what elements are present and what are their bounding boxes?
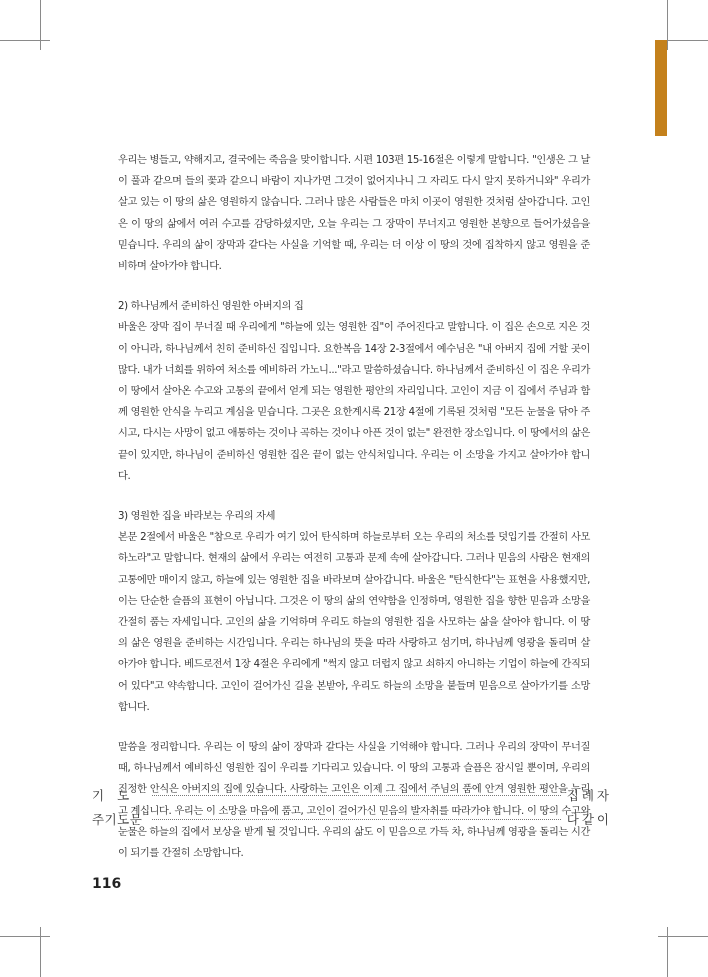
sermon-body (118, 150, 590, 864)
crop-mark-bottom-right-v (667, 927, 668, 977)
section-heading-3: 3) 영원한 집을 바라보는 우리의 자세 (118, 511, 276, 523)
dot-leader (152, 819, 561, 820)
prayer-label: 기도 (92, 788, 143, 803)
lords-prayer-label: 주기도문 (92, 812, 143, 827)
lords-prayer-leader: 다같이 (566, 812, 612, 827)
prayer-row (92, 783, 612, 807)
crop-mark-top-right-v (667, 0, 668, 50)
crop-mark-top-left-v (40, 0, 41, 50)
order-of-service (92, 783, 612, 831)
crop-mark-top-left-h (0, 40, 50, 41)
crop-mark-bottom-right-h (658, 936, 708, 937)
prayer-leader: 집례자 (566, 788, 612, 803)
paragraph-1: 우리는 병들고, 약해지고, 결국에는 죽음을 맞이합니다. 시편 103편 15-16절은 이렇게 말합니다. "인생은 그 날이 풀과 같으며 들의 꽃과 같으니 바람이 지나가면 그것이 없어지나니 그 자리도 다시 알지 못하거니와" 우리가 살고 있는 이 땅의 삶은 영원하지 않습니다. 그러나 많은 사람들은 마치 이곳이 영원한 것처럼 살아갑니다. 고인은 이 땅의 삶에서 여러 수고를 감당하셨지만, 오늘 우리는 그 장막이 무너지고 영원한 본향으로 들어가셨음을 믿습니다. 우리의 삶이 장막과 같다는 사실을 기억할 때, 우리는 더 이상 이 땅의 것에 집착하지 않고 영원을 준비하며 살아가야 합니다. (118, 155, 590, 273)
lords-prayer-row (92, 807, 612, 831)
crop-mark-bottom-left-h (0, 936, 50, 937)
page-number: 116 (92, 876, 122, 892)
paragraph-2: 바울은 장막 집이 무너질 때 우리에게 "하늘에 있는 영원한 집"이 주어진다고 말합니다. 이 집은 손으로 지은 것이 아니라, 하나님께서 친히 준비하신 집입니다. 요한복음 14장 2-3절에서 예수님은 "내 아버지 집에 거할 곳이 많다. 내가 너희를 위하여 처소를 예비하러 가노니..."라고 말씀하셨습니다. 하나님께서 준비하신 이 집은 우리가 이 땅에서 살아온 수고와 고통의 끝에서 얻게 되는 영원한 평안의 자리입니다. 고인이 지금 이 집에서 주님과 함께 영원한 안식을 누리고 계심을 믿습니다. 그곳은 요한계시록 21장 4절에 기록된 것처럼 "모든 눈물을 닦아 주시고, 다시는 사망이 없고 애통하는 것이나 곡하는 것이나 아픈 것이 없는" 완전한 장소입니다. 이 땅에서의 삶은 끝이 있지만, 하나님이 준비하신 영원한 집은 끝이 없는 안식처입니다. 우리는 이 소망을 가지고 살아가야 합니다. (118, 322, 590, 482)
dot-leader (152, 795, 561, 796)
section-heading-2: 2) 하나님께서 준비하신 영원한 아버지의 집 (118, 301, 304, 313)
chapter-tab (655, 40, 667, 136)
paragraph-3: 본문 2절에서 바울은 "참으로 우리가 여기 있어 탄식하며 하늘로부터 오는 우리의 처소를 덧입기를 간절히 사모하노라"고 말합니다. 현재의 삶에서 우리는 여전히 고통과 문제 속에 살아갑니다. 그러나 믿음의 사람은 현재의 고통에만 매이지 않고, 하늘에 있는 영원한 집을 바라보며 살아갑니다. 바울은 "탄식한다"는 표현을 사용했지만, 이는 단순한 슬픔의 표현이 아닙니다. 그것은 이 땅의 삶의 연약함을 인정하며, 영원한 집을 향한 믿음과 소망을 간절히 품는 자세입니다. 고인의 삶을 기억하며 우리도 하늘의 영원한 집을 사모하는 삶을 살아야 합니다. 이 땅의 삶은 영원을 준비하는 시간입니다. 우리는 하나님의 뜻을 따라 사랑하고 섬기며, 하나님께 영광을 돌리며 살아가야 합니다. 베드로전서 1장 4절은 우리에게 "썩지 않고 더럽지 않고 쇠하지 아니하는 기업이 하늘에 간직되어 있다"고 약속합니다. 고인이 걸어가신 길을 본받아, 우리도 하늘의 소망을 붙들며 믿음으로 살아가기를 소망합니다. (118, 532, 590, 713)
crop-mark-bottom-left-v (40, 927, 41, 977)
paragraph-4: 말씀을 정리합니다. 우리는 이 땅의 삶이 장막과 같다는 사실을 기억해야 합니다. 그러나 우리의 장막이 무너질 때, 하나님께서 예비하신 영원한 집이 우리를 기다리고 있습니다. 이 땅의 고통과 슬픔은 잠시일 뿐이며, 우리의 진정한 안식은 아버지의 집에 있습니다. 사랑하는 고인은 이제 그 집에서 주님의 품에 안겨 영원한 평안을 누리고 계십니다. 우리는 이 소망을 마음에 품고, 고인이 걸어가신 믿음의 발자취를 따라가야 합니다. 이 땅의 수고와 눈물은 하늘의 집에서 보상을 받게 될 것입니다. 우리의 삶도 이 믿음으로 가득 차, 하나님께 영광을 돌리는 시간이 되기를 간절히 소망합니다. (118, 742, 590, 860)
